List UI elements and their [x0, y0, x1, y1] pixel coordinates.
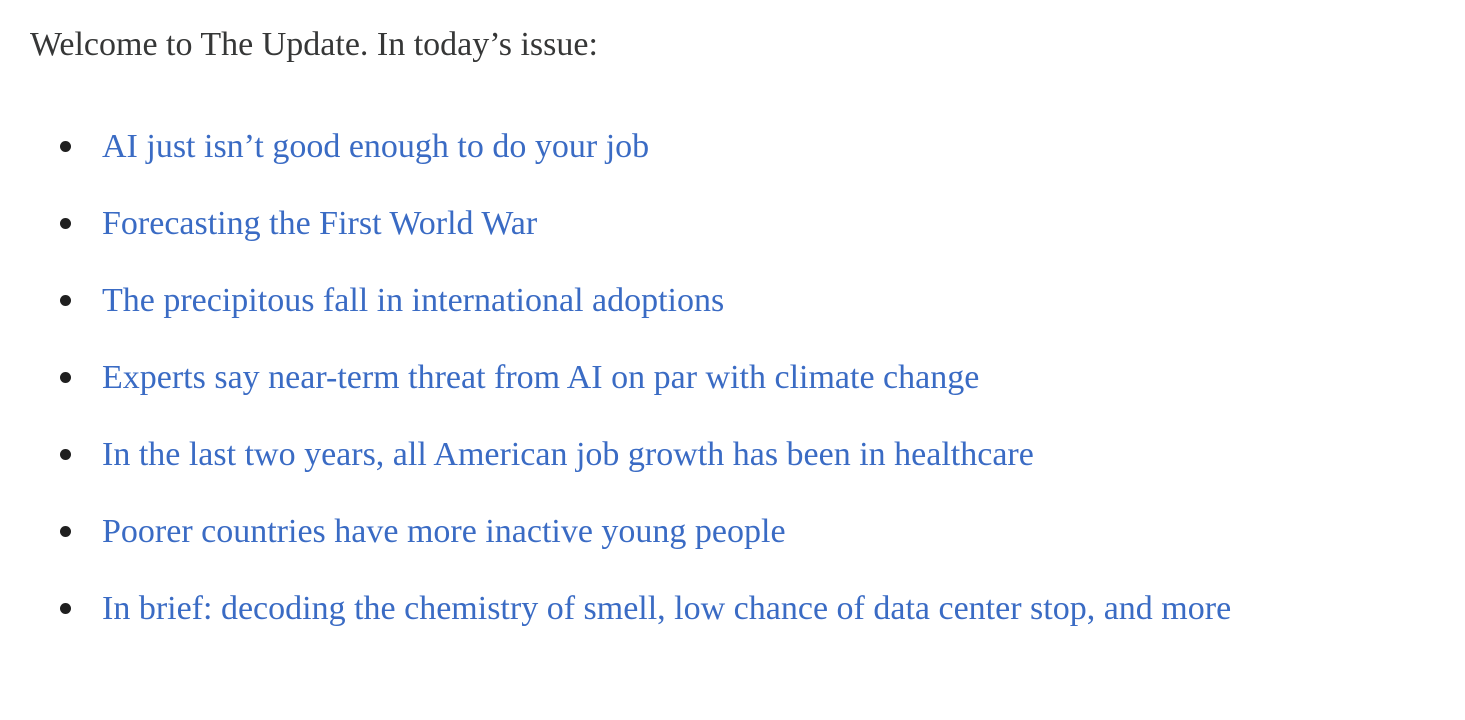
link-healthcare-jobs[interactable]: In the last two years, all American job growth has been in healthcare [102, 436, 1034, 473]
bullet-icon [60, 372, 71, 383]
list-item [102, 578, 1422, 639]
list-item [102, 347, 1422, 408]
link-in-brief[interactable]: In brief: decoding the chemistry of smell, low chance of data center stop, and more [102, 590, 1232, 627]
bullet-icon [60, 449, 71, 460]
bullet-icon [60, 218, 71, 229]
issue-contents-list [102, 116, 1422, 655]
list-item [102, 193, 1422, 254]
link-ai-threat[interactable]: Experts say near-term threat from AI on par with climate change [102, 359, 980, 396]
link-adoptions[interactable]: The precipitous fall in international adoptions [102, 282, 725, 319]
bullet-icon [60, 141, 71, 152]
bullet-icon [60, 526, 71, 537]
list-item [102, 270, 1422, 331]
intro-text: Welcome to The Update. In today’s issue: [30, 26, 598, 63]
bullet-icon [60, 295, 71, 306]
link-ai-job[interactable]: AI just isn’t good enough to do your job [102, 128, 650, 165]
link-forecasting-war[interactable]: Forecasting the First World War [102, 205, 538, 242]
bullet-icon [60, 603, 71, 614]
list-item [102, 501, 1422, 562]
list-item [102, 424, 1422, 485]
link-inactive-youth[interactable]: Poorer countries have more inactive young people [102, 513, 786, 550]
list-item [102, 116, 1422, 177]
